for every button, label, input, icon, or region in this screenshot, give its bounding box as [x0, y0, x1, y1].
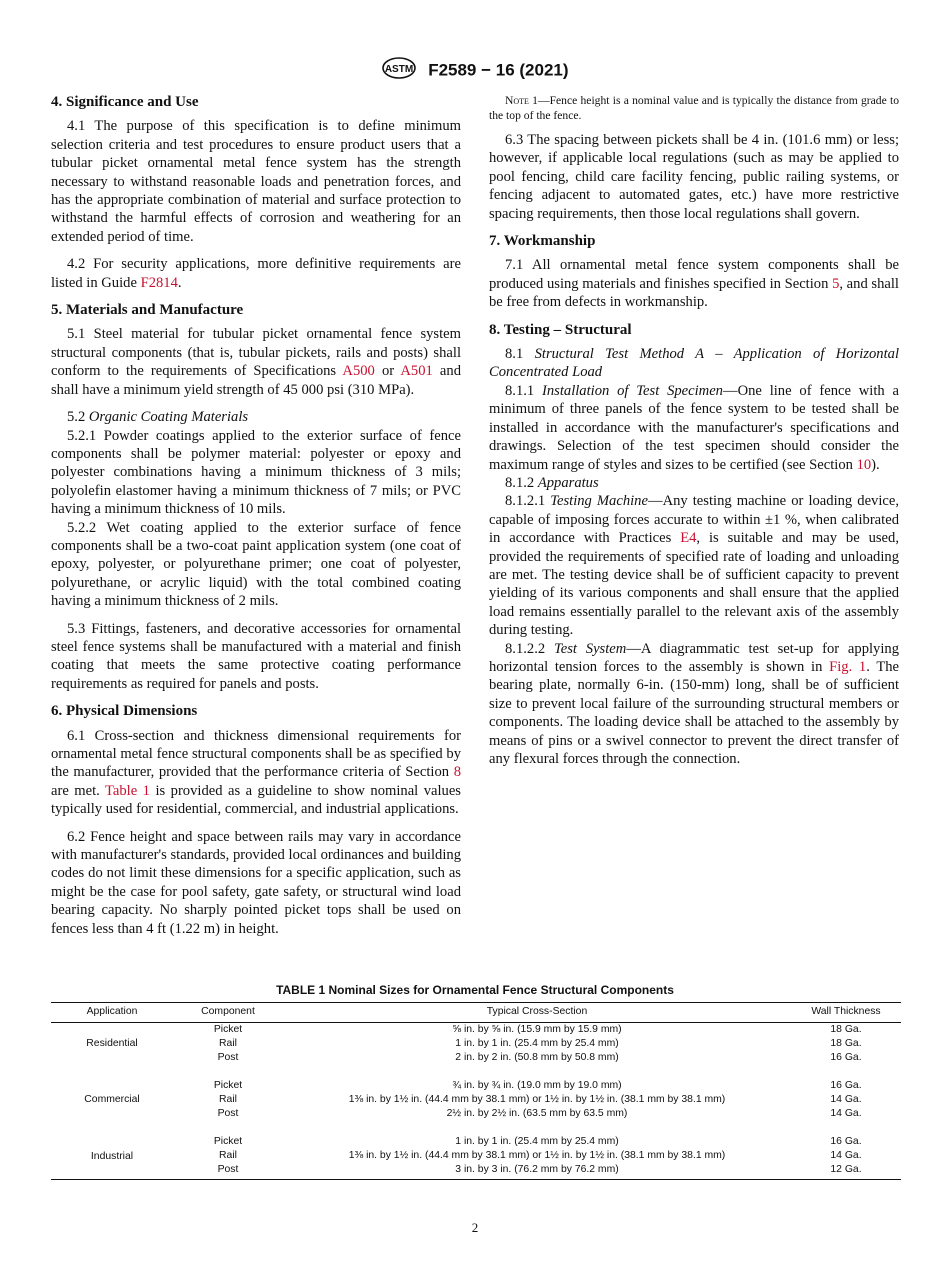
right-column: [489, 93, 899, 777]
reference-link[interactable]: Table 1: [105, 782, 150, 799]
section-heading: 4. Significance and Use: [51, 94, 199, 110]
paragraph: 7.1 All ornamental metal fence system components shall be produced using materials and finishes specified in Section 5, and shall be free from defects in workmanship.: [489, 257, 899, 311]
section-heading: 6. Physical Dimensions: [51, 703, 198, 720]
wall-cell: 14 Ga.: [830, 1108, 862, 1119]
paragraph: 6.1 Cross-section and thickness dimensional requirements for ornamental metal fence structural components shall be as specified by the manufacturer, provided that the performance criteria of Section 8 are met. Table 1 is provided as a guideline to show nominal values typically used for residential, commercial, and industrial applications.: [51, 727, 461, 818]
table-row: [51, 1149, 901, 1163]
section-cell: 1⅜ in. by 1½ in. (44.4 mm by 38.1 mm) or 1½ in. by 1½ in. (38.1 mm by 38.1 mm): [348, 1094, 726, 1105]
paragraph: 8.1.2.1 Testing Machine—Any testing machine or loading device, capable of imposing forces accurate to within ±1 %, when calibrated in accordance with Practices E4, is suitable and may be used, provided the requirements of specified rate of loading and unloading are met. The testing device shall be of sufficient capacity to prevent yielding of its various components and shall ensure that the applied load remains essentially parallel to the relevant axis of the assembly during testing.: [489, 493, 900, 639]
section-cell: 2½ in. by 2½ in. (63.5 mm by 63.5 mm): [446, 1108, 628, 1119]
paragraph: 4.1 The purpose of this specification is to define minimum selection criteria and test procedures to ensure product users that a tubular picket ornamental metal fence system has the strength necessary to withstand reasonable loads and penetration forces, and has the appropriate combination of material and surface protection to withstand the harmful effects of corrosion and weathering for an extended period of time.: [51, 118, 461, 245]
section-cell: 1 in. by 1 in. (25.4 mm by 25.4 mm): [455, 1038, 619, 1049]
left-column: [51, 93, 461, 938]
reference-link[interactable]: Fig. 1: [829, 658, 867, 675]
paragraph: 5.3 Fittings, fasteners, and decorative accessories for ornamental steel fence systems shall be manufactured with a material and finish coating that meets the same protective coating performance requirements as required for panels and posts.: [51, 620, 461, 692]
component-cell: Picket: [213, 1080, 243, 1091]
page-number: 2: [471, 1220, 479, 1235]
section-cell: 2 in. by 2 in. (50.8 mm by 50.8 mm): [455, 1052, 619, 1063]
table-row: [51, 1037, 901, 1051]
component-cell: Picket: [213, 1136, 243, 1147]
table-row: [51, 1107, 901, 1121]
section-heading: 5. Materials and Manufacture: [51, 302, 244, 319]
reference-link[interactable]: A501: [400, 363, 433, 380]
paragraph: 4.2 For security applications, more definitive requirements are listed in Guide F2814.: [51, 256, 461, 291]
reference-link[interactable]: 5: [832, 275, 840, 292]
section-heading: 8. Testing – Structural: [489, 321, 632, 338]
wall-cell: 16 Ga.: [830, 1080, 862, 1091]
component-cell: Rail: [219, 1038, 237, 1049]
paragraph: 5.2.2 Wet coating applied to the exterior surface of fence components shall be a two-coat paint application system (one coat of epoxy, polyester, or polyurethane primer; one coat of polyester, polyurethane, or acrylic liquid) with the total combined coating having a minimum thickness of 2 mils.: [51, 519, 461, 610]
standard-designation: F2589 − 16 (2021): [428, 60, 569, 80]
table-title: TABLE 1 Nominal Sizes for Ornamental Fence Structural Components: [276, 983, 674, 997]
table-row: [51, 1023, 901, 1038]
component-cell: Rail: [219, 1150, 237, 1161]
paragraph: 6.2 Fence height and space between rails may vary in accordance with manufacturer's standards, provided local ordinances and building codes do not limit these dimensions for a specific application, such as might be the case for pool safety, gate safety, or structural wind load bearing capacity. No sharply pointed picket tops shall be used on fences less than 4 ft (1.22 m) in height.: [51, 828, 461, 937]
note: Note 1—Fence height is a nominal value and is typically the distance from grade to the top of the fence.: [489, 94, 900, 122]
paragraph: 5.1 Steel material for tubular picket ornamental fence system structural components (that is, tubular pickets, rails and posts) shall conform to the requirements of Specifications A500 or A501 and shall have a minimum yield strength of 45 000 psi (310 MPa).: [51, 326, 461, 398]
wall-cell: 12 Ga.: [791, 1163, 901, 1180]
column-header: Application: [51, 1003, 173, 1023]
component-cell: Post: [173, 1163, 283, 1180]
reference-link[interactable]: F2814: [140, 274, 178, 291]
column-header: Component: [173, 1003, 283, 1023]
wall-cell: 16 Ga.: [830, 1136, 862, 1147]
paragraph: 5.2.1 Powder coatings applied to the exterior surface of fence components shall be polymer material: polyester or epoxy and polyester combinations having a minimum thickness of 3 mils; polyolefin elastomer having a minimum thickness of 7 mils; or PVC having a minimum thickness of 10 mils.: [51, 427, 461, 518]
svg-text:ASTM: ASTM: [385, 64, 414, 75]
paragraph: 8.1 Structural Test Method A – Application of Horizontal Concentrated Load: [489, 346, 899, 381]
table-header-row: [51, 1003, 901, 1023]
reference-link[interactable]: 10: [856, 456, 872, 473]
paragraph: 6.3 The spacing between pickets shall be 4 in. (101.6 mm) or less; however, if applicable local regulations (such as may be applied to pool fencing, child care facility fencing, public railing systems, or fencing adjacent to automated gates, etc.) have more restrictive spacing requirements, then those local regulations shall govern.: [489, 132, 899, 222]
table-spacer-row: [51, 1121, 901, 1135]
reference-link[interactable]: A500: [342, 363, 375, 380]
wall-cell: 18 Ga.: [830, 1024, 862, 1035]
paragraph: 8.1.2 Apparatus: [505, 474, 599, 491]
page-header: [0, 57, 950, 84]
column-header: Typical Cross-Section: [283, 1003, 791, 1023]
wall-cell: 14 Ga.: [830, 1094, 862, 1105]
component-cell: Post: [217, 1108, 239, 1119]
section-cell: 1 in. by 1 in. (25.4 mm by 25.4 mm): [455, 1136, 619, 1147]
application-cell: Industrial: [51, 1135, 173, 1180]
paragraph: 8.1.1 Installation of Test Specimen—One line of fence with a minimum of three panels of the fence system to be tested shall be installed in accordance with the manufacturer's specifications and drawings. Selection of the test specimen should consider the maximum range of styles and sizes to be certified (see Section 10).: [489, 382, 899, 473]
table-row: [51, 1135, 901, 1149]
table-row: [51, 1079, 901, 1093]
reference-link[interactable]: E4: [680, 530, 697, 547]
column-header: Wall Thickness: [791, 1003, 901, 1023]
paragraph: 8.1.2.2 Test System—A diagrammatic test set-up for applying horizontal tension forces to the assembly is shown in Fig. 1. The bearing plate, normally 6-in. (150-mm) long, shall be of sufficient size to prevent local failure of the surrounding structural members or components. The loading device shall be attached to the assembly by means of pins or a swivel connector to prevent the direct transfer of any flexural forces through the connection.: [489, 640, 900, 767]
table-spacer-row: [51, 1065, 901, 1079]
section-cell: ¾ in. by ¾ in. (19.0 mm by 19.0 mm): [452, 1080, 622, 1091]
nominal-sizes-table: [51, 1002, 901, 1180]
table-row: [51, 1163, 901, 1180]
application-cell: Residential: [86, 1038, 138, 1049]
paragraph: 5.2 Organic Coating Materials: [67, 409, 249, 426]
wall-cell: 14 Ga.: [830, 1150, 862, 1161]
section-cell: 1⅜ in. by 1½ in. (44.4 mm by 38.1 mm) or 1½ in. by 1½ in. (38.1 mm by 38.1 mm): [348, 1150, 726, 1161]
section-heading: 7. Workmanship: [489, 233, 596, 250]
reference-link[interactable]: 8: [453, 764, 461, 781]
table-row: [51, 1093, 901, 1107]
section-cell: ⅝ in. by ⅝ in. (15.9 mm by 15.9 mm): [452, 1024, 622, 1035]
component-cell: Rail: [219, 1094, 237, 1105]
section-cell: 3 in. by 3 in. (76.2 mm by 76.2 mm): [283, 1163, 791, 1180]
wall-cell: 18 Ga.: [830, 1038, 862, 1049]
wall-cell: 16 Ga.: [830, 1052, 862, 1063]
application-cell: Commercial: [84, 1094, 140, 1105]
table-row: [51, 1051, 901, 1065]
component-cell: Picket: [213, 1024, 243, 1035]
component-cell: Post: [217, 1052, 239, 1063]
astm-logo-icon: [381, 57, 417, 84]
